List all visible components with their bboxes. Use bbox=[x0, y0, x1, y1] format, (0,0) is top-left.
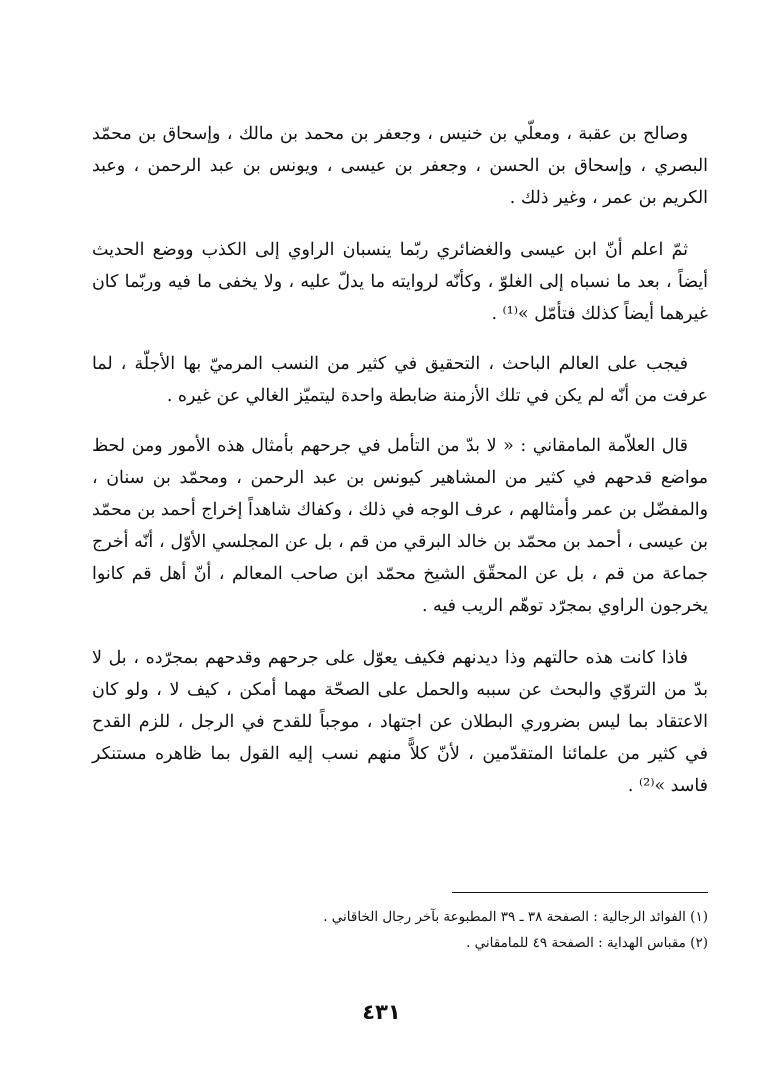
footnote-1: (١) الفوائد الرجالية : الصفحة ٣٨ ـ ٣٩ المطبوعة بآخر رجال الخاقاني . bbox=[323, 909, 708, 925]
body-text bbox=[92, 118, 708, 802]
footnote-divider bbox=[452, 892, 708, 893]
paragraph-1: وصالح بن عقبة ، ومعلّي بن خنيس ، وجعفر بن محمد بن مالك ، وإسحاق بن محمّد البصري ، وإسحاق بن الحسن ، وجعفر بن عيسى ، ويونس بن عبد الرحمن ، وعبد الكريم بن عمر ، وغير ذلك . bbox=[92, 124, 708, 208]
footnotes bbox=[92, 904, 708, 956]
paragraph-5: فاذا كانت هذه حالتهم وذا ديدنهم فكيف يعوّل على جرحهم وقدحهم بمجرّده ، بل لا بدّ من التروّي والبحث عن سببه والحمل على الصحّة مهما أمكن ، كيف لا ، ولو كان الاعتقاد بما ليس بضروري البطلان عن اجتهاد ، موجباً للقدح في الرجل ، للزم القدح في كثير من علمائنا المتقدّمين ، لأنّ كلاًّ منهم نسب إليه القول بما ظاهره مستنكر فاسد »⁽²⁾ . bbox=[92, 648, 708, 796]
paragraph-4: قال العلاّمة المامقاني : « لا بدّ من التأمل في جرحهم بأمثال هذه الأمور ومن لحظ مواضع قدحهم في كثير من المشاهير كيونس بن عبد الرحمن ، ومحمّد بن سنان ، والمفضّل بن عمر وأمثالهم ، عرف الوجه في ذلك ، وكفاك شاهداً إخراج أحمد بن محمّد بن عيسى ، أحمد بن محمّد بن خالد البرقي من قم ، بل عن المجلسي الأوّل ، أنّه أخرج جماعة من قم ، بل عن المحقّق الشيخ محمّد ابن صاحب المعالم ، أنّ أهل قم كانوا يخرجون الراوي بمجرّد توهّم الريب فيه . bbox=[92, 436, 708, 616]
paragraph-3: فيجب على العالم الباحث ، التحقيق في كثير من النسب المرميّ بها الأجلّة ، لما عرفت من أنّه لم يكن في تلك الأزمنة ضابطة واحدة ليتميّز الغالي عن غيره . bbox=[92, 354, 708, 406]
paragraph-2: ثمّ اعلم أنّ ابن عيسى والغضائري ربّما ينسبان الراوي إلى الكذب ووضع الحديث أيضاً ، بعد ما نسباه إلى الغلوّ ، وكأنّه لروايته ما يدلّ عليه ، ولا يخفى ما فيه وربّما كان غيرهما أيضاً كذلك فتأمّل »⁽¹⁾ . bbox=[92, 240, 708, 324]
footnote-2: (٢) مقباس الهداية : الصفحة ٤٩ للمامقاني . bbox=[466, 935, 708, 951]
page-number: ٤٣١ bbox=[362, 1000, 401, 1024]
